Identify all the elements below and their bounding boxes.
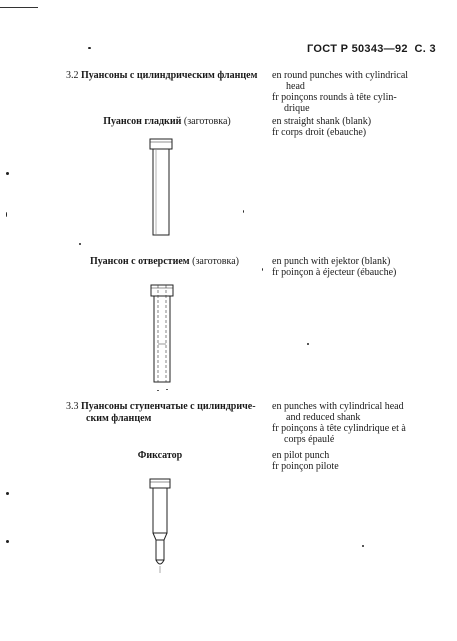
section-3-2-en-cont: head bbox=[286, 81, 305, 92]
scan-speck bbox=[88, 47, 91, 49]
scan-speck bbox=[6, 492, 9, 495]
smooth-punch-en: en straight shank (blank) bbox=[272, 116, 372, 127]
hole-punch-caption-bold: Пуансон с отверстием bbox=[90, 256, 190, 267]
section-3-3-en: en punches with cylindrical head bbox=[272, 401, 404, 412]
pilot-punch-caption-bold: Фиксатор bbox=[137, 450, 183, 461]
section-3-2-number: 3.2 bbox=[66, 70, 79, 81]
scan-speck bbox=[79, 243, 81, 245]
section-3-2-en: en round punches with cylindrical bbox=[272, 70, 409, 81]
smooth-punch-translations bbox=[272, 116, 442, 138]
page-header bbox=[307, 43, 436, 55]
header-standard-title: ГОСТ Р 50343—92 bbox=[307, 43, 408, 55]
section-3-3-en-cont: and reduced shank bbox=[286, 412, 361, 423]
section-3-3-fr-cont: corps épaulé bbox=[284, 434, 335, 445]
section-3-3-heading bbox=[66, 401, 266, 425]
pilot-punch-en: en pilot punch bbox=[272, 450, 330, 461]
section-3-3-number: 3.3 bbox=[66, 401, 79, 412]
smooth-punch-fr: fr corps droit (ebauche) bbox=[272, 127, 367, 138]
section-3-3-translations bbox=[272, 401, 444, 445]
scan-speck bbox=[166, 389, 168, 390]
hole-punch-en: en punch with ejektor (blank) bbox=[272, 256, 391, 267]
hole-punch-translations bbox=[272, 256, 442, 278]
smooth-punch-caption-rest: (заготовка) bbox=[183, 116, 231, 127]
scan-edge-line bbox=[0, 7, 38, 8]
smooth-punch-caption-bold: Пуансон гладкий bbox=[103, 116, 182, 127]
scan-speck bbox=[243, 210, 244, 213]
pilot-punch-fr: fr poinçon pilote bbox=[272, 461, 339, 472]
section-3-3-title-line1: Пуансоны ступенчатые с цилиндриче- bbox=[81, 401, 256, 412]
pilot-punch-caption bbox=[120, 450, 200, 462]
scan-speck bbox=[262, 268, 263, 271]
section-3-2-heading bbox=[66, 70, 266, 82]
scan-speck bbox=[307, 343, 309, 345]
smooth-punch-caption bbox=[92, 116, 242, 128]
hole-punch-fr: fr poinçon à éjecteur (ébauche) bbox=[272, 267, 397, 278]
pilot-punch-translations bbox=[272, 450, 442, 472]
pilot-punch-drawing bbox=[145, 478, 175, 574]
section-3-3-title-line2: ским фланцем bbox=[86, 413, 152, 424]
scan-speck bbox=[157, 390, 159, 391]
section-3-2-title: Пуансоны с цилиндрическим фланцем bbox=[81, 70, 258, 81]
scan-speck bbox=[6, 540, 9, 543]
section-3-2-fr: fr poinçons rounds à tête cylin- bbox=[272, 92, 397, 103]
section-3-2-translations bbox=[272, 70, 442, 114]
scan-speck bbox=[362, 545, 364, 547]
hole-punch-drawing bbox=[147, 284, 177, 384]
header-page-number: С. 3 bbox=[414, 43, 436, 55]
smooth-punch-drawing bbox=[146, 138, 176, 236]
section-3-2-fr-cont: drique bbox=[284, 103, 310, 114]
section-3-3-fr: fr poinçons à tête cylindrique et à bbox=[272, 423, 406, 434]
hole-punch-caption-rest: (заготовка) bbox=[192, 256, 239, 267]
scan-speck bbox=[6, 212, 7, 217]
scan-speck bbox=[6, 172, 9, 175]
hole-punch-caption bbox=[82, 256, 247, 268]
